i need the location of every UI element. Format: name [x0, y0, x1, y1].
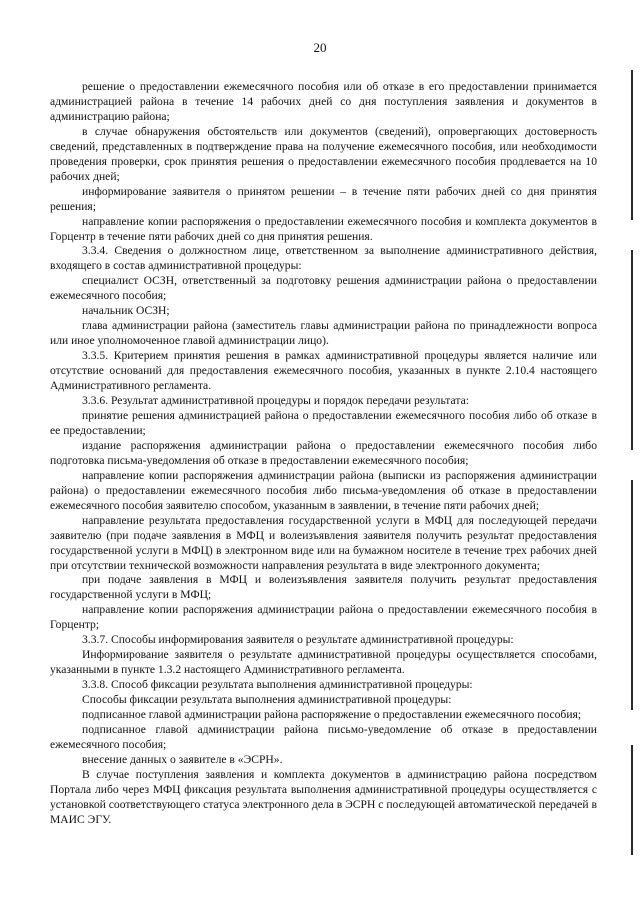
paragraph: 3.3.8. Способ фиксации результата выполнения административной процедуры: [82, 678, 473, 692]
paragraph: при подаче заявления в МФЦ и волеизъявления заявителя получить результат предоставления государственной услуги в МФЦ; [50, 573, 597, 602]
paragraph: издание распоряжения администрации района о предоставлении ежемесячного пособия либо подготовка письма-уведомления об отказе в предоставлении ежемесячного пособия; [50, 438, 597, 467]
page-number: 20 [313, 40, 327, 55]
paragraph: направление копии распоряжения администрации района (выписки из распоряжения администрации района) о предоставлении ежемесячного пособия либо письма-уведомления об отказе в предоставлении ежемесячного пособия заявителю способом, указанным в заявлении, в течение пяти рабочих дней; [50, 468, 597, 512]
paragraph: в случае обнаружения обстоятельств или документов (сведений), опровергающих достоверность сведений, представленных в подтверждение права на получение ежемесячного пособия, или необходимости проведения проверки, срок принятия решения о предоставлении ежемесячного пособия продлевается на 10 рабочих дней; [50, 124, 597, 183]
document-body [50, 80, 597, 828]
scan-edge-line [631, 250, 633, 450]
paragraph: направление копии распоряжения администрации района о предоставлении ежемесячного пособия в Горцентр; [50, 603, 597, 632]
paragraph: информирование заявителя о принятом решении – в течение пяти рабочих дней со дня принятия решения; [50, 184, 597, 213]
paragraph: начальник ОСЗН; [82, 304, 170, 318]
paragraph: 3.3.4. Сведения о должностном лице, ответственном за выполнение административного действия, входящего в состав административной процедуры: [50, 244, 597, 273]
paragraph: 3.3.7. Способы информирования заявителя о результате административной процедуры: [82, 633, 514, 647]
scan-edge-line [631, 745, 633, 855]
paragraph: Способы фиксации результата выполнения административной процедуры: [82, 693, 452, 707]
scan-edge-line [631, 480, 633, 710]
paragraph: решение о предоставлении ежемесячного пособия или об отказе в его предоставлении принимается администрацией района в течение 14 рабочих дней со дня поступления заявления и документов в администрацию района; [50, 80, 597, 123]
paragraph: подписанное главой администрации района распоряжение о предоставлении ежемесячного пособия; [82, 708, 582, 722]
paragraph: направление копии распоряжения о предоставлении ежемесячного пособия и комплекта документов в Горцентр в течение пяти рабочих дней со дня принятия решения. [50, 214, 597, 243]
paragraph: принятие решения администрацией района о предоставлении ежемесячного пособия либо об отказе в ее предоставлении; [50, 408, 597, 437]
paragraph: глава администрации района (заместитель главы администрации района по принадлежности вопроса или иное уполномоченное главой администрации лицо). [50, 319, 597, 348]
paragraph: 3.3.6. Результат административной процедуры и порядок передачи результата: [82, 394, 469, 408]
paragraph: подписанное главой администрации района письмо-уведомление об отказе в предоставлении ежемесячного пособия; [50, 722, 597, 751]
paragraph: Информирование заявителя о результате административной процедуры осуществляется способами, указанными в пункте 1.3.2 настоящего Административного регламента. [50, 648, 597, 677]
paragraph: 3.3.5. Критерием принятия решения в рамках административной процедуры является наличие или отсутствие оснований для предоставления ежемесячного пособия, указанных в пункте 2.10.4 настоящего Административного регламента. [50, 349, 597, 393]
paragraph: специалист ОСЗН, ответственный за подготовку решения администрации района о предоставлении ежемесячного пособия; [50, 274, 597, 303]
paragraph: внесение данных о заявителе в «ЭСРН». [82, 752, 283, 766]
scan-edge-line [631, 70, 633, 220]
paragraph: направление результата предоставления государственной услуги в МФЦ для последующей передачи заявителю (при подаче заявления в МФЦ и волеизъявления заявителя получить результат предоставления государственной услуги в МФЦ) в электронном виде или на бумажном носителе в течение трех рабочих дней при отсутствии технической возможности направления результата в виде электронного документа; [50, 513, 597, 572]
paragraph: В случае поступления заявления и комплекта документов в администрацию района посредством Портала либо через МФЦ фиксация результата выполнения административной процедуры осуществляется с установкой соответствующего статуса электронного дела в ЭСРН с последующей автоматической передачей в МАИС ЭГУ. [50, 767, 597, 826]
